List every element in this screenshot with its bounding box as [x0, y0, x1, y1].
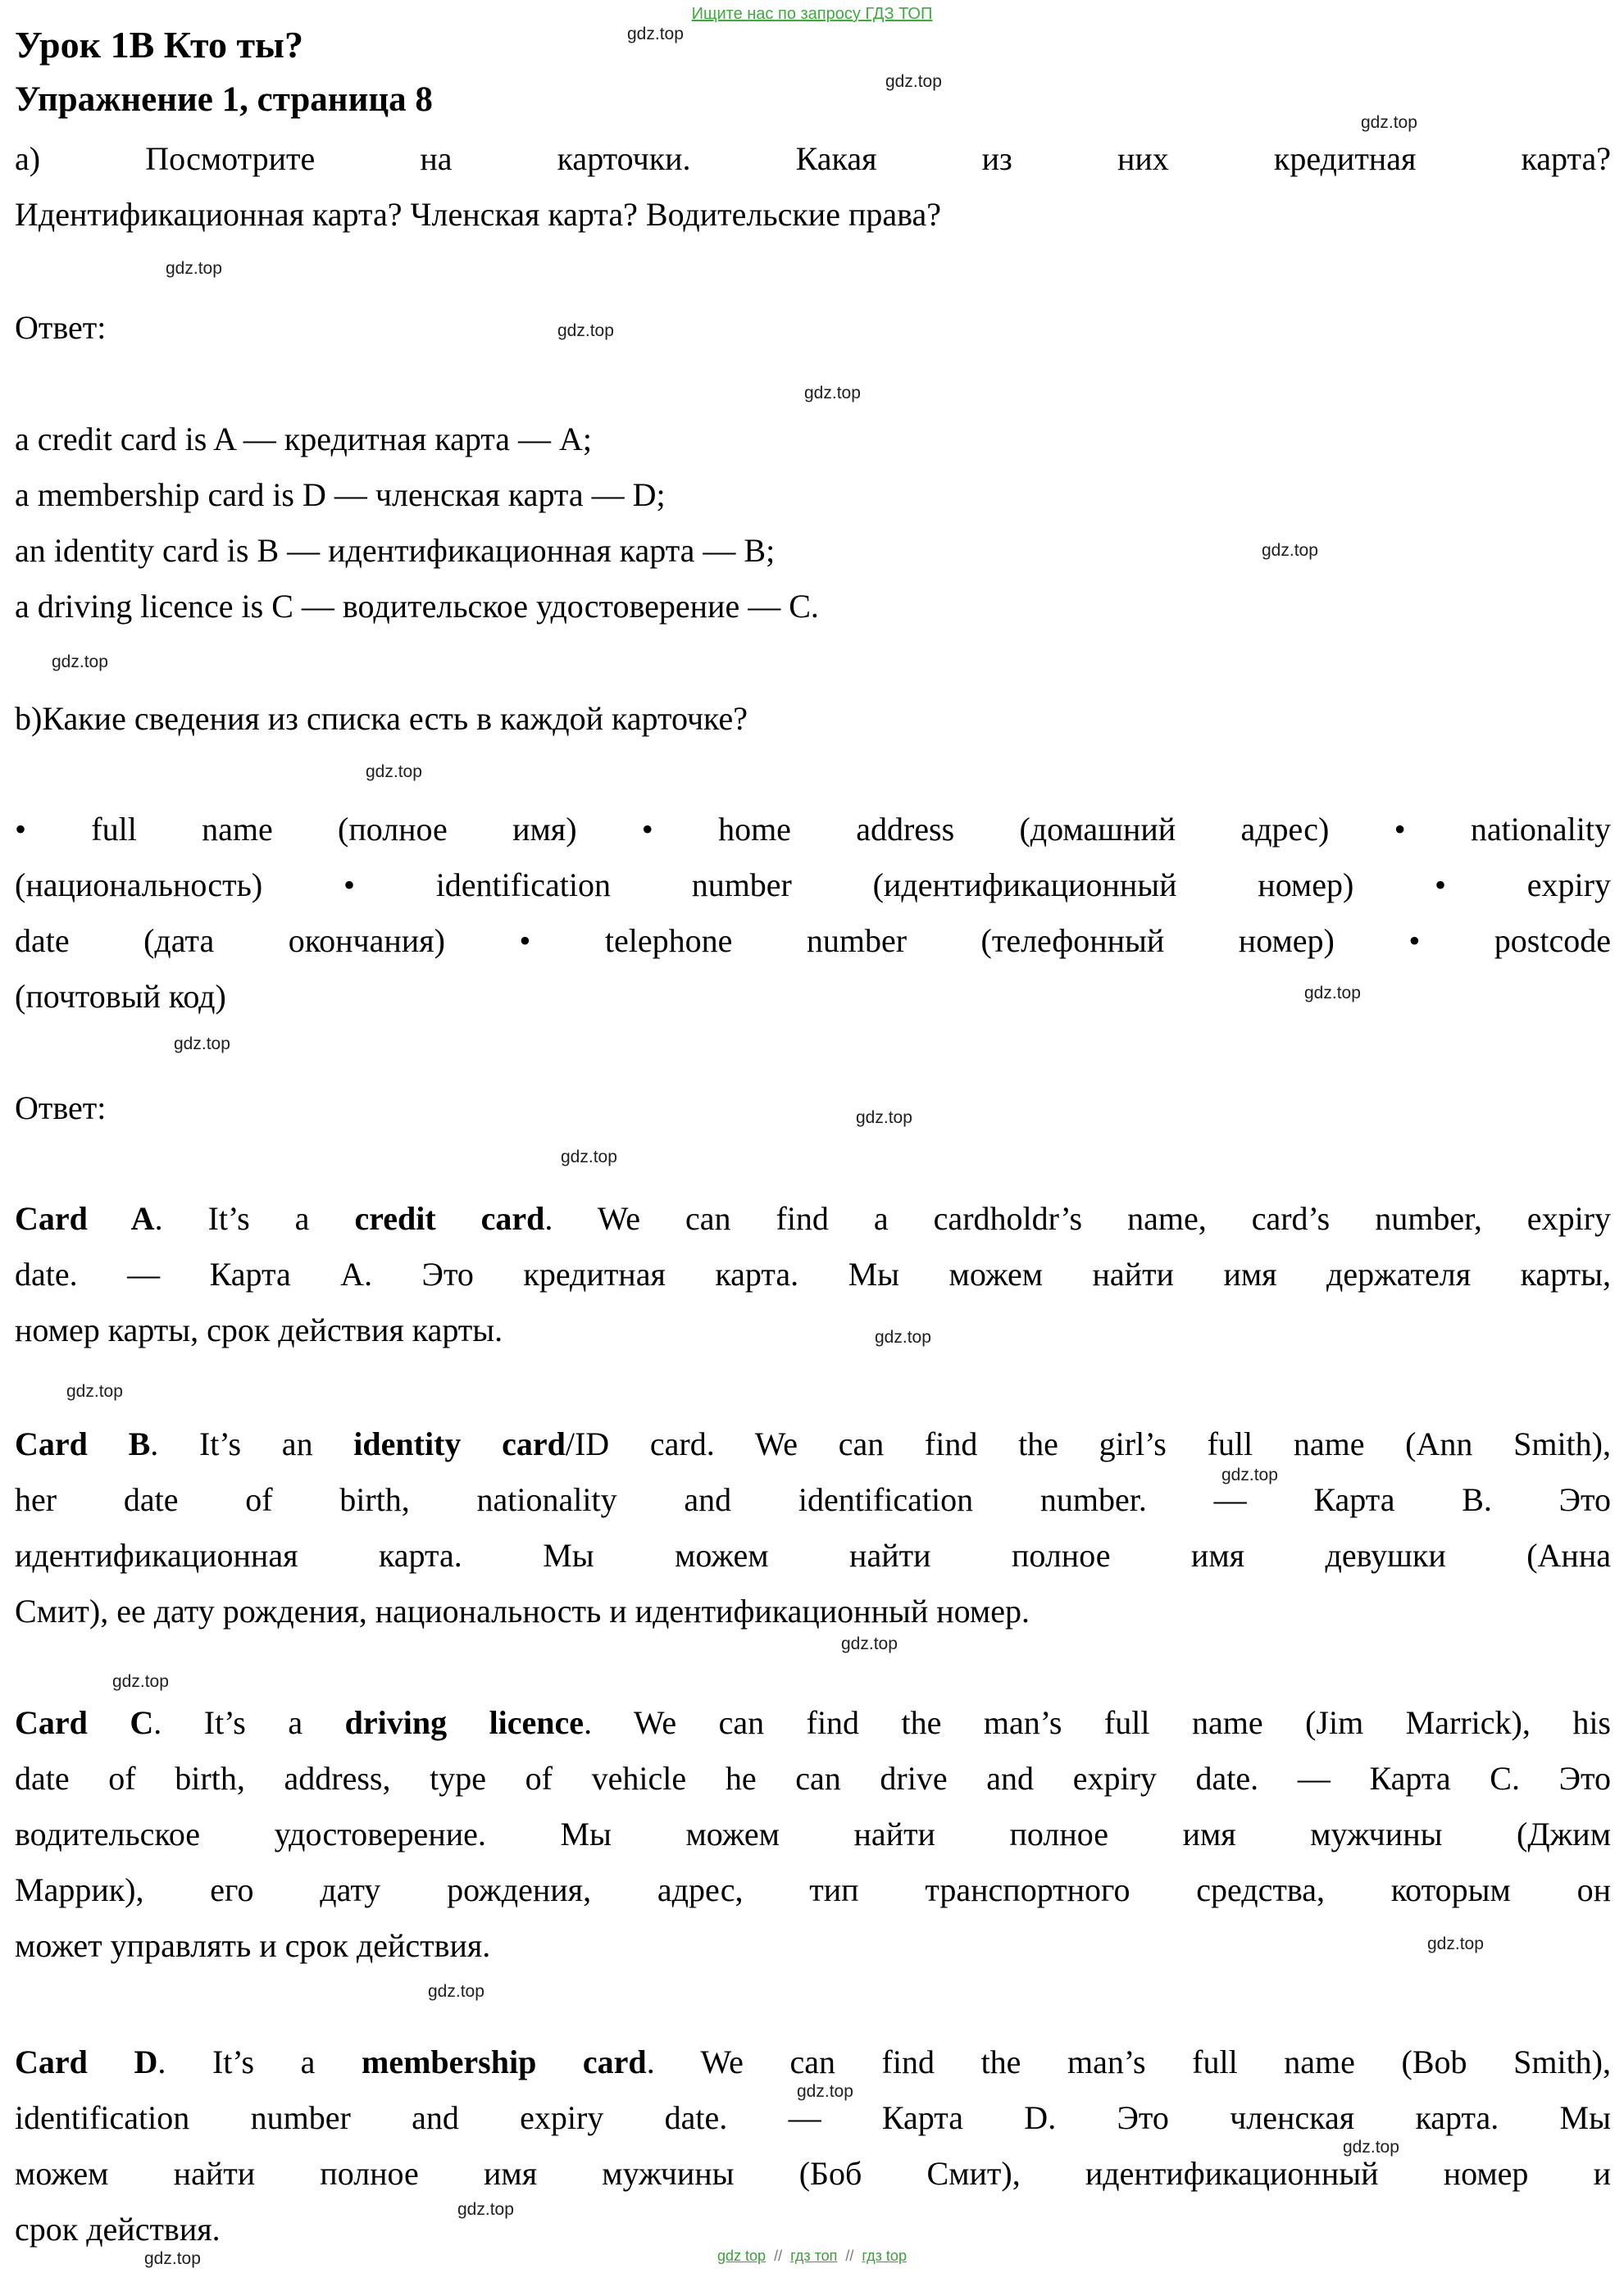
text-span: . We can find a cardholdr’s name, card’s number, expiry: [544, 1200, 1611, 1237]
matching-answers: [15, 411, 1611, 634]
footer-link-3[interactable]: гдз top: [862, 2248, 907, 2264]
watermark: gdz.top: [1304, 984, 1361, 1002]
card-a-paragraph: [15, 1191, 1611, 1358]
watermark: gdz.top: [875, 1328, 931, 1347]
text-line: a) Посмотрите на карточки. Какая из них кредитная карта?: [15, 140, 1611, 177]
text-line: Ответ:: [15, 1089, 107, 1126]
answer-label-1: [15, 300, 1611, 356]
text-line: [15, 1695, 1611, 1751]
card-type-bold: credit card: [354, 1200, 545, 1237]
watermark: gdz.top: [885, 72, 942, 91]
footer-link-1[interactable]: gdz top: [717, 2248, 767, 2264]
text-line: может управлять и срок действия.: [15, 1927, 491, 1964]
watermark: gdz.top: [52, 652, 108, 671]
text-line: [15, 1416, 1611, 1472]
lesson-title: Урок 1В Кто ты?: [15, 24, 303, 66]
text-line: her date of birth, nationality and identification number. — Карта B. Это: [15, 1481, 1611, 1518]
promo-link[interactable]: Ищите нас по запросу ГДЗ ТОП: [691, 5, 933, 23]
text-line: можем найти полное имя мужчины (Боб Смит), идентификационный номер и: [15, 2155, 1611, 2192]
watermark: gdz.top: [144, 2249, 201, 2268]
watermark: gdz.top: [1361, 113, 1417, 132]
text-line: (национальность) • identification number (идентификационный номер) • expiry: [15, 866, 1611, 903]
watermark: gdz.top: [841, 1634, 898, 1653]
text-line: Маррик), его дату рождения, адрес, тип транспортного средства, которым он: [15, 1871, 1611, 1908]
answer-line: a credit card is A — кредитная карта — A;: [15, 421, 593, 457]
card-label: Card A: [15, 1200, 155, 1237]
text-span: . We can find the man’s full name (Bob Smith),: [646, 2043, 1612, 2080]
watermark: gdz.top: [174, 1034, 230, 1053]
text-line: водительское удостоверение. Мы можем найти полное имя мужчины (Джим: [15, 1816, 1611, 1852]
text-line: Ответ:: [15, 309, 107, 346]
answer-line: a driving licence is C — водительское удостоверение — C.: [15, 588, 819, 625]
text-line: b)Какие сведения из списка есть в каждой карточке?: [15, 700, 748, 737]
watermark: gdz.top: [366, 762, 422, 781]
watermark: gdz.top: [1343, 2138, 1399, 2157]
card-type-bold: membership card: [362, 2043, 647, 2080]
text-span: . It’s a: [153, 1704, 345, 1741]
card-c-paragraph: [15, 1695, 1611, 1974]
footer-separator: //: [774, 2248, 783, 2264]
task-a-paragraph: [15, 131, 1611, 243]
watermark: gdz.top: [457, 2200, 514, 2219]
watermark: gdz.top: [797, 2082, 853, 2101]
text-line: [15, 1191, 1611, 1247]
text-line: Идентификационная карта? Членская карта? Водительские права?: [15, 196, 941, 233]
answer-line: a membership card is D — членская карта — D;: [15, 476, 666, 513]
text-line: номер карты, срок действия карты.: [15, 1312, 503, 1348]
text-span: . It’s a: [157, 2043, 362, 2080]
watermark: gdz.top: [557, 321, 614, 340]
card-label: Card D: [15, 2043, 158, 2080]
text-line: • full name (полное имя) • home address (домашний адрес) • nationality: [15, 811, 1611, 848]
text-line: (почтовый код): [15, 978, 226, 1015]
text-span: . It’s a: [154, 1200, 355, 1237]
text-line: date (дата окончания) • telephone number (телефонный номер) • postcode: [15, 922, 1611, 959]
text-line: срок действия.: [15, 2211, 221, 2248]
card-type-bold: driving licence: [344, 1704, 585, 1741]
card-label: Card C: [15, 1704, 154, 1741]
watermark: gdz.top: [428, 1982, 484, 2001]
exercise-subtitle: Упражнение 1, страница 8: [15, 80, 433, 119]
text-line: date of birth, address, type of vehicle he can drive and expiry date. — Карта C. Это: [15, 1760, 1611, 1797]
watermark: gdz.top: [1427, 1934, 1484, 1953]
card-label: Card B: [15, 1425, 151, 1462]
watermark: gdz.top: [166, 259, 222, 278]
answer-label-2: [15, 1080, 1611, 1136]
text-line: идентификационная карта. Мы можем найти полное имя девушки (Анна: [15, 1537, 1611, 1574]
text-span: /ID card. We can find the girl’s full name (Ann Smith),: [565, 1425, 1611, 1462]
text-line: identification number and expiry date. — Карта D. Это членская карта. Мы: [15, 2099, 1611, 2136]
info-list-paragraph: [15, 802, 1611, 1025]
watermark: gdz.top: [804, 384, 861, 402]
task-b-paragraph: [15, 691, 1611, 747]
watermark: gdz.top: [112, 1672, 169, 1691]
watermark: gdz.top: [66, 1382, 123, 1401]
watermark: gdz.top: [561, 1148, 617, 1166]
card-b-paragraph: [15, 1416, 1611, 1639]
watermark: gdz.top: [856, 1108, 912, 1127]
footer-link-2[interactable]: гдз топ: [790, 2248, 838, 2264]
watermark: gdz.top: [1262, 541, 1318, 560]
watermark: gdz.top: [1221, 1466, 1278, 1484]
text-span: . It’s an: [150, 1425, 354, 1462]
card-type-bold: identity card: [353, 1425, 566, 1462]
watermark: gdz.top: [627, 25, 684, 43]
text-line: date. — Карта A. Это кредитная карта. Мы можем найти имя держателя карты,: [15, 1256, 1611, 1293]
footer-separator: //: [845, 2248, 854, 2264]
text-line: Смит), ее дату рождения, национальность и идентификационный номер.: [15, 1593, 1030, 1630]
answer-line: an identity card is B — идентификационная карта — B;: [15, 532, 776, 569]
footer-links: [0, 2248, 1624, 2265]
text-span: . We can find the man’s full name (Jim Marrick), his: [584, 1704, 1611, 1741]
